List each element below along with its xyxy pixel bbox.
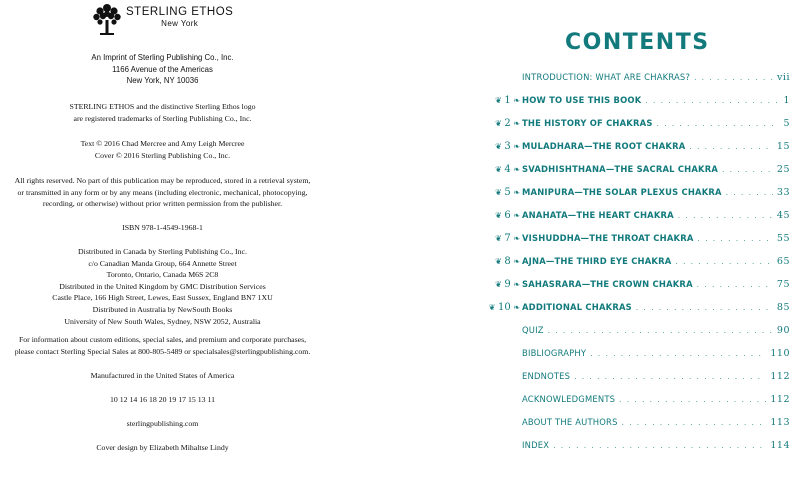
dot-leader (645, 97, 779, 105)
chapter-number-text: 7 (504, 233, 511, 244)
toc-entry[interactable] (522, 233, 790, 244)
chapter-number (489, 302, 520, 313)
credit-line: Text © 2016 Chad Mercree and Amy Leigh Mercree (80, 139, 245, 148)
toc-row[interactable] (400, 302, 800, 316)
special-sales-line: please contact Sterling Special Sales at 800-805-5489 or specialsales@sterlingpublishing.com. (14, 346, 311, 356)
rights-line: All rights reserved. No part of this publication may be reproduced, stored in a retrieval system, (14, 176, 311, 185)
chapter-number-text: 6 (504, 210, 511, 221)
special-sales-info (0, 334, 325, 357)
ornament-right-icon: ❧ (510, 303, 520, 312)
toc-entry[interactable] (522, 118, 790, 129)
dot-leader (722, 166, 773, 174)
toc-entry[interactable] (522, 348, 790, 359)
dot-leader (698, 235, 773, 243)
ornament-right-icon: ❧ (510, 188, 520, 197)
imprint-line: An Imprint of Sterling Publishing Co., Inc. (91, 53, 234, 62)
toc-row[interactable] (400, 279, 800, 293)
toc-entry[interactable] (522, 72, 790, 83)
contents-title: CONTENTS (565, 30, 710, 55)
toc-row[interactable] (400, 256, 800, 270)
ornament-left-icon: ❦ (495, 234, 505, 243)
toc-row[interactable] (400, 164, 800, 178)
toc-page-number: 114 (770, 440, 790, 451)
dot-leader (553, 442, 766, 450)
imprint-block (0, 52, 325, 87)
ornament-left-icon: ❦ (488, 303, 499, 312)
toc-entry[interactable] (522, 164, 790, 175)
toc-entry[interactable] (522, 302, 790, 313)
chapter-number (495, 210, 520, 221)
toc-entry[interactable] (522, 210, 790, 221)
distribution-line: Distributed in the United Kingdom by GMC Distribution Services (59, 281, 266, 291)
toc-entry[interactable] (522, 141, 790, 152)
dot-leader (657, 120, 780, 128)
ornament-right-icon: ❧ (510, 211, 520, 220)
chapter-number-text: 9 (504, 279, 511, 290)
toc-entry[interactable] (522, 417, 790, 428)
rights-line: or transmitted in any form or by any means (including electronic, mechanical, photocopying, (17, 187, 308, 197)
chapter-number (495, 141, 520, 152)
distribution-line: c/o Canadian Manda Group, 664 Annette Street (88, 258, 237, 268)
toc-entry-title: AJNA—THE THIRD EYE CHAKRA (522, 256, 672, 266)
ornament-left-icon: ❦ (495, 188, 505, 197)
website-link[interactable]: sterlingpublishing.com (126, 419, 199, 428)
ornament-left-icon: ❦ (495, 142, 505, 151)
distribution-line: Toronto, Ontario, Canada M6S 2C8 (106, 270, 219, 280)
toc-entry[interactable] (522, 95, 790, 106)
toc-entry[interactable] (522, 256, 790, 267)
toc-entry-title: MANIPURA—THE SOLAR PLEXUS CHAKRA (522, 187, 722, 197)
distribution-line: Castle Place, 166 High Street, Lewes, East Sussex, England BN7 1XU (52, 293, 273, 303)
ornament-right-icon: ❧ (510, 234, 520, 243)
toc-row[interactable] (400, 440, 800, 454)
dot-leader (622, 419, 767, 427)
toc-entry-title: ANAHATA—THE HEART CHAKRA (522, 210, 674, 220)
distribution-line: Distributed in Australia by NewSouth Books (92, 304, 233, 314)
toc-entry-title: ADDITIONAL CHAKRAS (522, 302, 632, 312)
dot-leader (675, 258, 772, 266)
dot-leader (548, 327, 773, 335)
toc-page-number: 25 (776, 164, 790, 175)
toc-entry[interactable] (522, 279, 790, 290)
publisher-logo (92, 2, 233, 36)
toc-page-number: 90 (776, 325, 790, 336)
toc-row[interactable] (400, 348, 800, 362)
imprint-line: 1166 Avenue of the Americas (112, 64, 213, 74)
dot-leader (619, 396, 766, 404)
toc-row[interactable] (400, 210, 800, 224)
ornament-right-icon: ❧ (510, 280, 520, 289)
tree-logo-icon (92, 2, 122, 36)
chapter-number (495, 95, 520, 106)
toc-page-number: 45 (776, 210, 790, 221)
toc-entry-title: MULADHARA—THE ROOT CHAKRA (522, 141, 686, 151)
toc-entry-title: THE HISTORY OF CHAKRAS (522, 118, 653, 128)
ornament-left-icon: ❦ (495, 96, 505, 105)
toc-page-number: 15 (776, 141, 790, 152)
ornament-left-icon: ❦ (495, 119, 505, 128)
toc-entry-title: ABOUT THE AUTHORS (522, 417, 618, 427)
chapter-number (495, 187, 520, 198)
toc-entry[interactable] (522, 371, 790, 382)
toc-row[interactable] (400, 394, 800, 408)
ornament-left-icon: ❦ (495, 257, 505, 266)
toc-entry-title: SVADHISHTHANA—THE SACRAL CHAKRA (522, 164, 719, 174)
dot-leader (694, 74, 773, 82)
trademark-notice (0, 101, 325, 124)
toc-page-number: 65 (776, 256, 790, 267)
toc-page-number: 112 (770, 371, 790, 382)
chapter-number-text: 4 (504, 164, 511, 175)
toc-row[interactable] (400, 187, 800, 201)
cover-design-credit: Cover design by Elizabeth Mihaltse Lindy (96, 443, 229, 452)
ornament-right-icon: ❧ (510, 96, 520, 105)
toc-row[interactable] (400, 325, 800, 339)
toc-row[interactable] (400, 95, 800, 109)
toc-entry[interactable] (522, 325, 790, 336)
contents-page (400, 0, 800, 485)
chapter-number-text: 10 (498, 302, 511, 313)
ornament-right-icon: ❧ (510, 119, 520, 128)
toc-page-number: 112 (770, 394, 790, 405)
toc-page-number: 110 (770, 348, 790, 359)
chapter-number (495, 164, 520, 175)
credit-line: Cover © 2016 Sterling Publishing Co., Inc. (94, 150, 231, 160)
toc-page-number: 113 (770, 417, 790, 428)
toc-row[interactable] (400, 233, 800, 247)
imprint-line: New York, NY 10036 (126, 76, 199, 85)
chapter-number-text: 8 (504, 256, 511, 267)
chapter-number-text: 5 (504, 187, 511, 198)
printing-line: 10 12 14 16 18 20 19 17 15 13 11 (110, 395, 215, 404)
logo-city-text: New York (161, 19, 199, 28)
trademark-line: STERLING ETHOS and the distinctive Sterling Ethos logo (69, 102, 256, 111)
toc-entry[interactable] (522, 394, 790, 405)
dot-leader (726, 189, 773, 197)
distribution-info (0, 246, 325, 327)
toc-page-number: vii (777, 72, 790, 83)
ornament-left-icon: ❦ (495, 165, 505, 174)
toc-entry-title: INTRODUCTION: WHAT ARE CHAKRAS? (522, 72, 691, 82)
rights-notice (0, 175, 325, 210)
toc-entry-title: ENDNOTES (522, 371, 571, 381)
toc-entry-title: INDEX (522, 440, 550, 450)
toc-entry[interactable] (522, 187, 790, 198)
toc-entry[interactable] (522, 440, 790, 451)
dot-leader (689, 143, 772, 151)
chapter-number-text: 3 (504, 141, 511, 152)
toc-page-number: 55 (776, 233, 790, 244)
toc-entry-title: BIBLIOGRAPHY (522, 348, 587, 358)
toc-entry-title: ACKNOWLEDGMENTS (522, 394, 616, 404)
trademark-line: are registered trademarks of Sterling Publishing Co., Inc. (73, 113, 252, 123)
toc-page-number: 85 (776, 302, 790, 313)
rights-line: recording, or otherwise) without prior written permission from the publisher. (42, 199, 283, 209)
toc-entry-title: HOW TO USE THIS BOOK (522, 95, 642, 105)
chapter-number-text: 1 (504, 95, 511, 106)
toc-page-number: 1 (783, 95, 790, 106)
ornament-left-icon: ❦ (495, 280, 505, 289)
toc-row[interactable] (400, 141, 800, 155)
dot-leader (678, 212, 773, 220)
ornament-right-icon: ❧ (510, 142, 520, 151)
isbn: ISBN 978-1-4549-1968-1 (122, 223, 203, 232)
toc-page-number: 33 (776, 187, 790, 198)
toc-row[interactable] (400, 72, 800, 86)
chapter-number-text: 2 (504, 118, 511, 129)
ornament-right-icon: ❧ (510, 165, 520, 174)
toc-row[interactable] (400, 371, 800, 385)
chapter-number (495, 233, 520, 244)
ornament-left-icon: ❦ (495, 211, 505, 220)
ornament-right-icon: ❧ (510, 257, 520, 266)
toc-entry-title: VISHUDDHA—THE THROAT CHAKRA (522, 233, 694, 243)
dot-leader (636, 304, 773, 312)
manufactured-line: Manufactured in the United States of America (90, 371, 235, 380)
dot-leader (697, 281, 773, 289)
logo-brand-text: STERLING ETHOS (126, 6, 234, 18)
toc-entry-title: SAHASRARA—THE CROWN CHAKRA (522, 279, 693, 289)
dot-leader (590, 350, 766, 358)
special-sales-line: For information about custom editions, special sales, and premium and corporate purchases, (18, 335, 307, 344)
toc-entry-title: QUIZ (522, 325, 544, 335)
distribution-line: University of New South Wales, Sydney, NSW 2052, Australia (64, 316, 261, 326)
chapter-number (495, 256, 520, 267)
copyright-credits (0, 138, 325, 161)
dot-leader (574, 373, 766, 381)
distribution-line: Distributed in Canada by Sterling Publishing Co., Inc. (78, 247, 247, 256)
toc-row[interactable] (400, 118, 800, 132)
toc-row[interactable] (400, 417, 800, 431)
toc-page-number: 75 (776, 279, 790, 290)
toc-page-number: 5 (783, 118, 790, 129)
chapter-number (495, 279, 520, 290)
chapter-number (495, 118, 520, 129)
